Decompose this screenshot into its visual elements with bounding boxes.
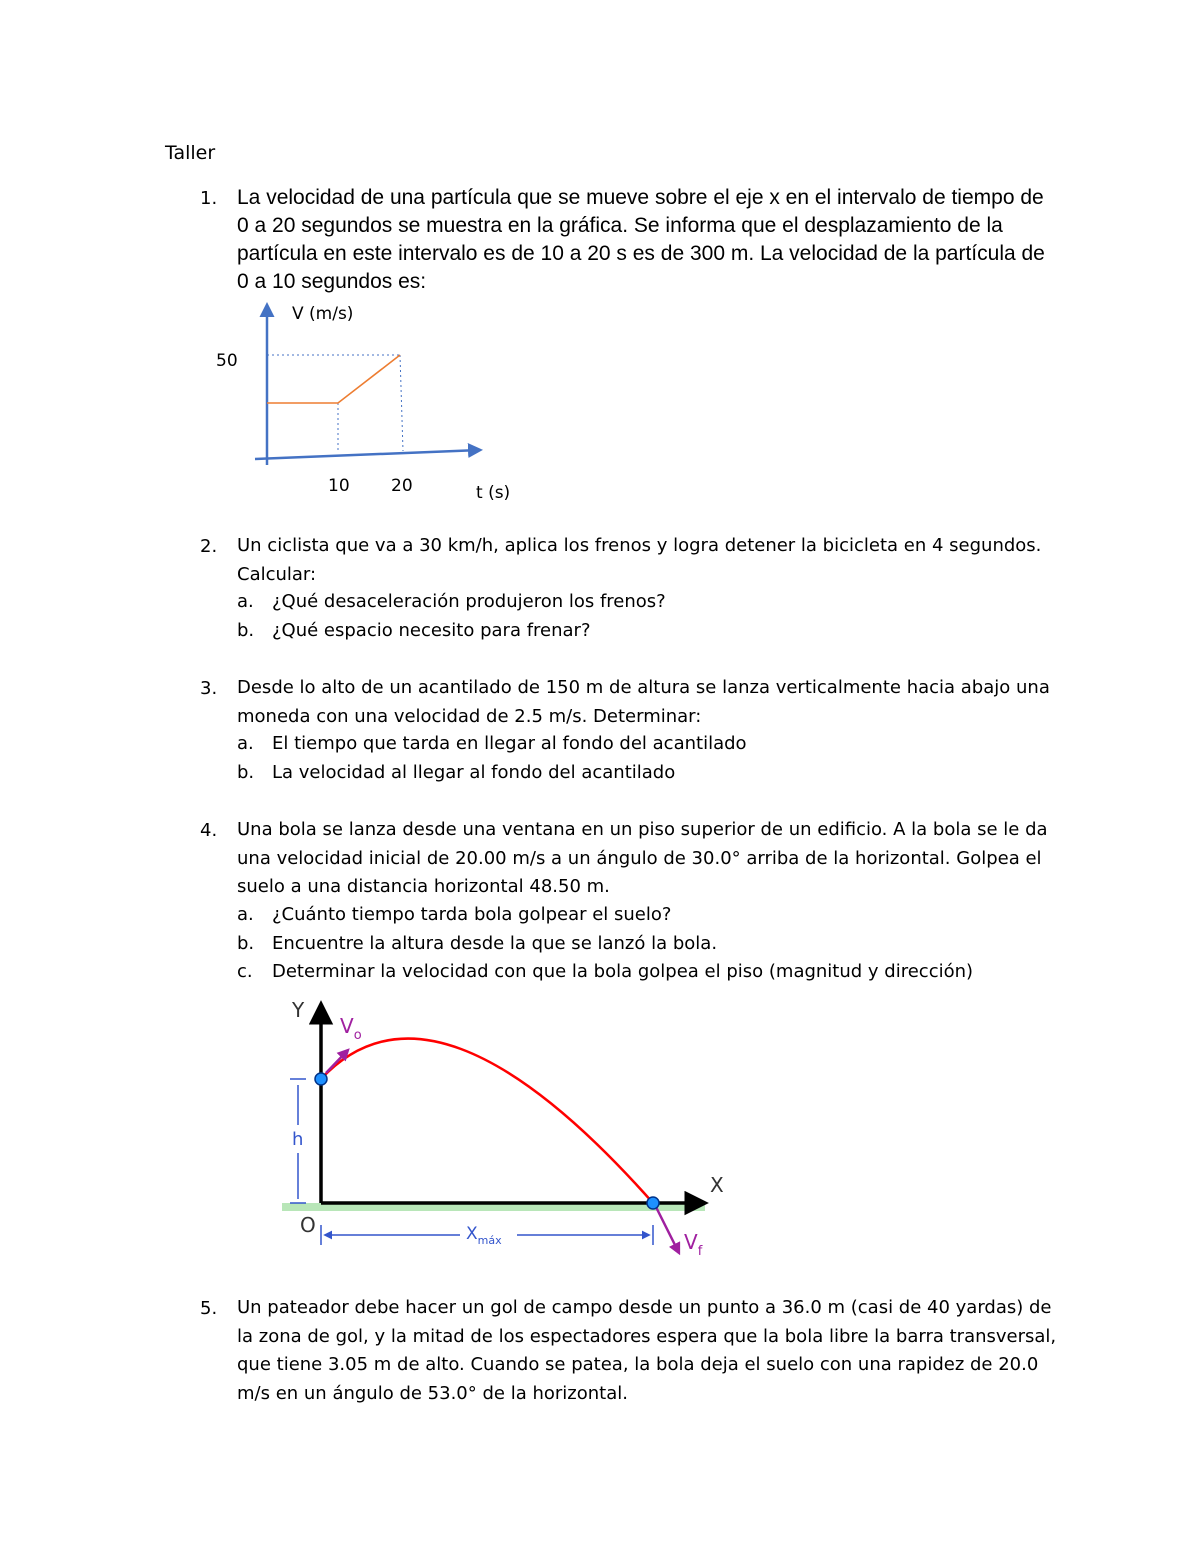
- subitem-letter: a.: [237, 733, 254, 754]
- v0-label: [340, 1014, 362, 1043]
- question-number: 5.: [200, 1298, 218, 1319]
- vf-arrow: [656, 1207, 679, 1253]
- x-tick-label: 20: [391, 476, 413, 496]
- y-tick-label: 50: [216, 351, 238, 371]
- subitem-letter: b.: [237, 761, 255, 783]
- trajectory-curve: [321, 1039, 653, 1203]
- subitem: [237, 958, 1037, 987]
- subitems: [237, 901, 1037, 987]
- question-text: Una bola se lanza desde una ventana en un piso superior de un edificio. A la bola se le da una velocidad inicial de 20.00 m/s a un ángulo de 30.0° arriba de la horizontal. Golpea el suelo a una distancia horizontal 48.50 m.: [237, 819, 1048, 897]
- subitem-letter: a.: [237, 904, 254, 925]
- question-text: Desde lo alto de un acantilado de 150 m de altura se lanza verticalmente hacia abajo una moneda con una velocidad de 2.5 m/s. Determinar:: [237, 677, 1050, 727]
- subitem-letter: a.: [237, 591, 254, 612]
- x-axis: [255, 450, 480, 459]
- range-subscript: máx: [477, 1234, 502, 1247]
- v0-arrow: [326, 1050, 348, 1073]
- subitem-text: ¿Qué desaceleración produjeron los frenos?: [272, 591, 666, 612]
- range-letter: X: [466, 1224, 478, 1244]
- velocity-time-graph: [200, 293, 520, 508]
- subitems: [237, 730, 1037, 787]
- subitem-letter: c.: [237, 961, 253, 982]
- vf-label: [684, 1230, 703, 1259]
- subitem-text: ¿Cuánto tiempo tarda bola golpear el suelo?: [272, 904, 672, 925]
- range-label: [466, 1224, 502, 1247]
- subitem-text: Encuentre la altura desde la que se lanzó la bola.: [272, 932, 718, 954]
- projectile-diagram: [280, 995, 740, 1265]
- vf-subscript: f: [697, 1244, 703, 1259]
- series-group: [267, 355, 400, 403]
- question-text: La velocidad de una partícula que se mueve sobre el eje x en el intervalo de tiempo de 0 a 20 segundos se muestra en la gráfica. Se informa que el desplazamiento de la partícula en este intervalo es de 10 a 20 s es de 300 m. La velocidad de la partícula de 0 a 10 segundos es:: [237, 186, 1045, 293]
- guide-20: [400, 355, 403, 451]
- subitem-text: La velocidad al llegar al fondo del acantilado: [272, 761, 676, 783]
- x-tick-label: 10: [328, 476, 350, 496]
- subitem-letter: b.: [237, 619, 255, 641]
- subitem-text: ¿Qué espacio necesito para frenar?: [272, 619, 591, 641]
- subitem-text: Determinar la velocidad con que la bola golpea el piso (magnitud y dirección): [272, 961, 974, 982]
- subitem-text: El tiempo que tarda en llegar al fondo del acantilado: [272, 733, 747, 754]
- x-axis-label: t (s): [476, 483, 511, 503]
- question-number: 3.: [200, 678, 218, 699]
- subitem: [237, 930, 1037, 959]
- subitem: [237, 901, 1037, 930]
- question-number: 2.: [200, 536, 218, 557]
- landing-point: [647, 1197, 659, 1209]
- question-number: 4.: [200, 820, 218, 841]
- subitem-letter: b.: [237, 932, 255, 954]
- question-text: Un pateador debe hacer un gol de campo desde un punto a 36.0 m (casi de 40 yardas) de la zona de gol, y la mitad de los espectadores espera que la bola libre la barra transversal, que tiene 3.05 m de alto. Cuando se patea, la bola deja el suelo con una rapidez de 20.0 m/s en un ángulo de 53.0° de la horizontal.: [237, 1297, 1057, 1404]
- subitem: [237, 588, 1037, 617]
- subitem: [237, 617, 1037, 646]
- subitems: [237, 588, 1037, 645]
- v0-subscript: o: [353, 1028, 362, 1043]
- x-axis-label: X: [710, 1173, 724, 1197]
- y-axis-label: Y: [292, 998, 305, 1022]
- velocity-series-line: [267, 355, 400, 403]
- origin-label: O: [300, 1213, 316, 1237]
- y-axis-label: V (m/s): [292, 304, 354, 324]
- subitem: [237, 730, 1037, 759]
- height-label: h: [292, 1129, 304, 1150]
- question-number: 1.: [200, 188, 218, 209]
- question-text: Un ciclista que va a 30 km/h, aplica los frenos y logra detener la bicicleta en 4 segundos. Calcular:: [237, 535, 1042, 585]
- vf-letter: V: [684, 1230, 698, 1254]
- page-title: Taller: [165, 142, 216, 164]
- subitem: [237, 759, 1037, 788]
- v0-letter: V: [340, 1014, 354, 1038]
- launch-point: [315, 1073, 327, 1085]
